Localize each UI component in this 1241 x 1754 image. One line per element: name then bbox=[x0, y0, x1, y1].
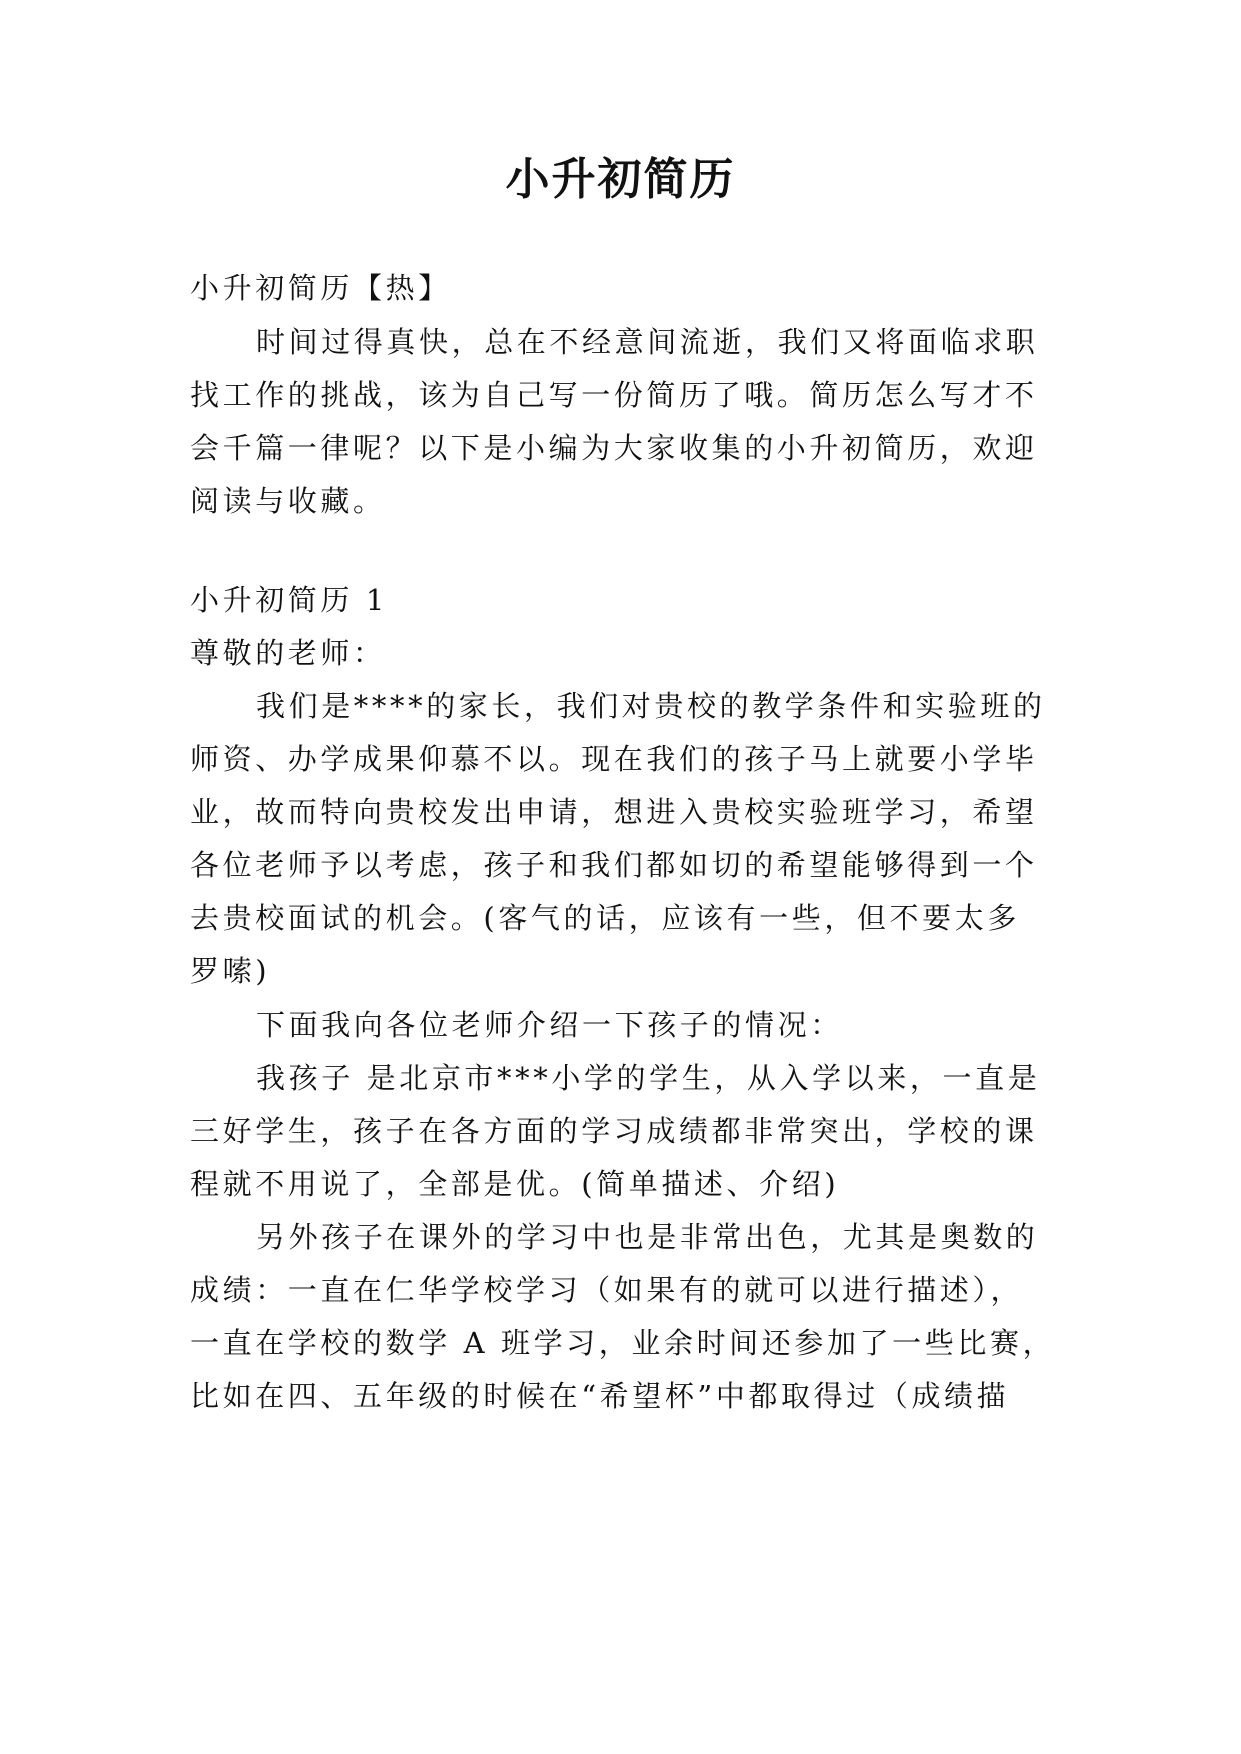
body-line: 罗嗦) bbox=[190, 954, 271, 988]
body-line: 比如在四、五年级的时候在“希望杯”中都取得过（成绩描 bbox=[190, 1379, 1010, 1413]
intro-line: 时间过得真快，总在不经意间流逝，我们又将面临求职 bbox=[256, 325, 1039, 359]
intro-line: 会千篇一律呢？以下是小编为大家收集的小升初简历，欢迎 bbox=[190, 431, 1038, 465]
body-line: 师资、办学成果仰慕不以。现在我们的孩子马上就要小学毕 bbox=[190, 742, 1038, 776]
section-title: 小升初简历 1 bbox=[190, 583, 388, 617]
body-line: 成绩：一直在仁华学校学习（如果有的就可以进行描述）， bbox=[190, 1273, 1024, 1307]
body-line: 程就不用说了，全部是优。(简单描述、介绍) bbox=[190, 1167, 840, 1201]
body-line: 各位老师予以考虑，孩子和我们都如切的希望能够得到一个 bbox=[190, 848, 1038, 882]
body-line: 去贵校面试的机会。(客气的话，应该有一些，但不要太多 bbox=[190, 901, 1020, 935]
body-line: 业，故而特向贵校发出申请，想进入贵校实验班学习，希望 bbox=[190, 795, 1038, 829]
body-line: 一直在学校的数学 A 班学习，业余时间还参加了一些比赛， bbox=[190, 1326, 1056, 1360]
body-line: 我们是****的家长，我们对贵校的教学条件和实验班的 bbox=[256, 689, 1046, 723]
body-line: 我孩子 是北京市***小学的学生，从入学以来，一直是 bbox=[256, 1061, 1041, 1095]
body-line: 另外孩子在课外的学习中也是非常出色，尤其是奥数的 bbox=[256, 1220, 1039, 1254]
body-line: 下面我向各位老师介绍一下孩子的情况： bbox=[256, 1008, 843, 1042]
salutation: 尊敬的老师： bbox=[190, 636, 386, 670]
intro-line: 找工作的挑战，该为自己写一份简历了哦。简历怎么写才不 bbox=[190, 378, 1038, 412]
body-line: 三好学生，孩子在各方面的学习成绩都非常突出，学校的课 bbox=[190, 1114, 1038, 1148]
intro-line: 阅读与收藏。 bbox=[190, 484, 386, 518]
document-heading: 小升初简历【热】 bbox=[190, 271, 451, 305]
document-title: 小升初简历 bbox=[505, 154, 736, 205]
